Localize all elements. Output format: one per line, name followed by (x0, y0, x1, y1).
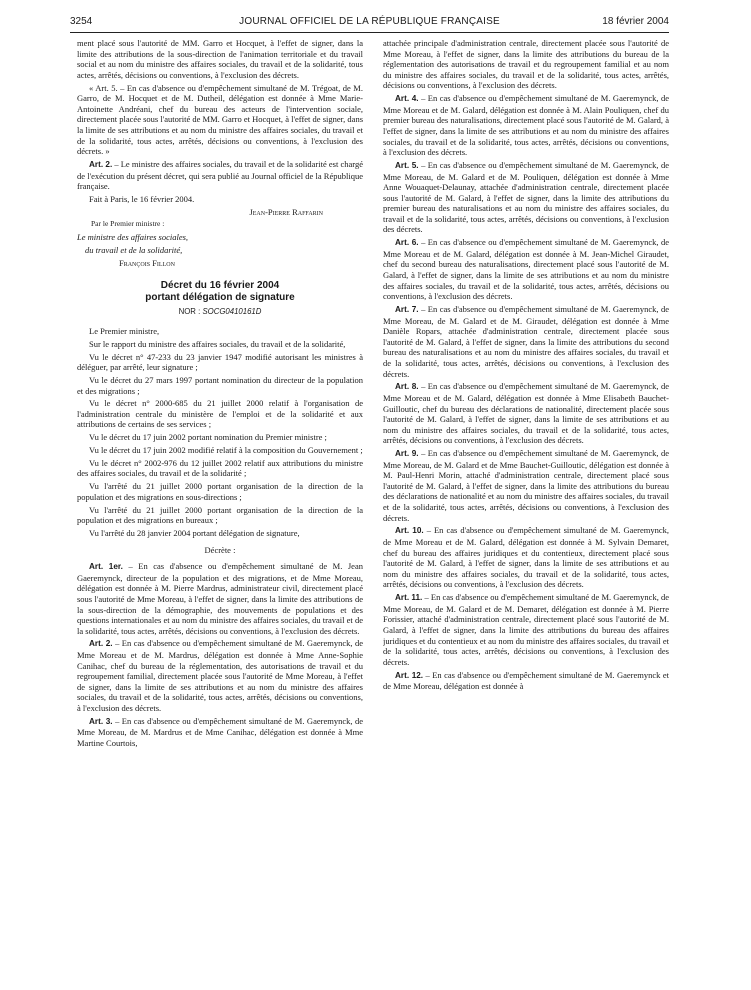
nor-reference: NOR : SOCG0410161D (178, 307, 262, 317)
article-label: Art. 1er. (89, 562, 123, 572)
article-label: Art. 3. (89, 716, 113, 726)
header-rule (70, 32, 669, 33)
article-label: Art. 6. (395, 238, 419, 248)
article-paragraph: Art. 6. – En cas d'absence ou d'empêchement simultané de M. Gaeremynck, de Mme Moreau et de M. Galard, délégation est donnée à M. Jean-Michel Giraudet, chef du second bureau des naturalisations, directement placé sous l'autorité de M. Galard, à l'effet de signer, dans la limite de ses attributions et au nom du ministre des affaires sociales, du travail et de la solidarité, tous actes, arrêtés, décisions ou conventions, à l'exclusion des décrets. (383, 237, 669, 302)
signature-pm: Jean-Pierre Raffarin (249, 206, 323, 217)
article-label: Art. 10. (395, 526, 424, 536)
article-paragraph: Art. 1er. – En cas d'absence ou d'empêchement simultané de M. Jean Gaeremynck, directeur de la population et des migrations, et de Mme Moreau, délégation est donnée à M. Pierre Mardrus, administrateur civil, directement placé sous l'autorité de Mme Moreau, à l'effet de signer, dans la limite des attributions de la sous-direction de la démographie, des mouvements de populations et des questions internationales et au nom du ministre des affaires sociales, du travail et de la solidarité, tous actes, arrêtés, décisions ou conventions, à l'exclusion des décrets. (77, 561, 363, 636)
article-paragraph: Art. 11. – En cas d'absence ou d'empêchement simultané de M. Gaeremynck, de Mme Moreau, de M. Galard et de M. Demaret, délégation est donnée à M. Pierre Forissier, attaché d'administration centrale, directement placé sous l'autorité de M. Galard, à l'effet de signer, dans la limite des attributions du bureau des affaires juridiques et du contentieux et au nom du ministre des affaires sociales, du travail et de la solidarité, tous actes, arrêtés, décisions ou conventions, à l'exclusion des décrets. (383, 592, 669, 667)
article-label: Art. 9. (395, 449, 419, 459)
paragraph: Vu le décret n° 2002-976 du 12 juillet 2002 relatif aux attributions du ministre des affaires sociales, du travail et de la solidarité ; (77, 457, 363, 479)
issue-date: 18 février 2004 (602, 16, 669, 27)
article-paragraph: Art. 5. – En cas d'absence ou d'empêchement simultané de M. Gaeremynck, de Mme Moreau, de M. Galard et de M. Pouliquen, délégation est donnée à Mme Anne Wouaquet-Delaunay, attachée d'administration centrale, directement placée sous l'autorité de M. Galard, à l'effet de signer, dans la limite des attributions du premier bureau des naturalisations et au nom du ministre des affaires sociales, du travail et de la solidarité, tous actes, arrêtés, décisions ou conventions, à l'exclusion des décrets. (383, 159, 669, 235)
article-label: Art. 2. (89, 639, 113, 649)
paragraph: Le Premier ministre, (89, 325, 160, 336)
by-prime-minister: Par le Premier ministre : (91, 219, 165, 229)
article-label: Art. 11. (395, 593, 423, 603)
decree-title: Décret du 16 février 2004 portant délégation de signature (145, 280, 295, 304)
article-paragraph: Art. 8. – En cas d'absence ou d'empêchement simultané de M. Gaeremynck, de Mme Moreau et de M. Galard, délégation est donnée à Mme Elisabeth Bauchet-Guilloutic, chef du bureau des déclarations de nationalité, directement placée sous l'autorité de M. Galard, à l'effet de signer, dans la limite de ses attributions et au nom du ministre des affaires sociales, du travail et de la solidarité, tous actes, arrêtés, décisions ou conventions, à l'exclusion des décrets. (383, 381, 669, 446)
minister-title: du travail et de la solidarité, (85, 245, 183, 255)
minister-title: Le ministre des affaires sociales, (77, 232, 189, 243)
paragraph: Vu le décret du 17 juin 2002 portant nomination du Premier ministre ; (89, 432, 327, 443)
signature-minister: François Fillon (119, 257, 175, 268)
paragraph: Vu l'arrêté du 21 juillet 2000 portant organisation de la direction de la population et des migrations en bureaux ; (77, 504, 363, 526)
decrete-heading: Décrète : (204, 544, 236, 555)
article-2-paragraph: Art. 2. – Le ministre des affaires sociales, du travail et de la solidarité est chargé de l'exécution du présent décret, qui sera publié au Journal officiel de la République française. (77, 158, 363, 192)
page-header (70, 16, 669, 32)
article-paragraph: Art. 9. – En cas d'absence ou d'empêchement simultané de M. Gaeremynck, de Mme Moreau, de M. Galard et de Mme Bauchet-Guilloutic, délégation est donnée à M. Paul-Henri Morin, attaché d'administration centrale, directement placé sous l'autorité de M. Galard, à l'effet de signer, dans la limite des attributions du bureau des déclarations de nationalité et au nom du ministre des affaires sociales, du travail et de la solidarité, tous actes, arrêtés, décisions ou conventions, à l'exclusion des décrets. (383, 448, 669, 523)
article-paragraph: Art. 4. – En cas d'absence ou d'empêchement simultané de M. Gaeremynck, de Mme Moreau et de M. Galard, délégation est donnée à M. Alain Pouliquen, chef du premier bureau des naturalisations, directement placé sous l'autorité de M. Galard, à l'effet de signer, dans la limite de ses attributions et au nom du ministre des affaires sociales, du travail et de la solidarité, tous actes, arrêtés, décisions ou conventions, à l'exclusion des décrets. (383, 93, 669, 158)
article-label: Art. 5. (395, 160, 419, 170)
journal-title: JOURNAL OFFICIEL DE LA RÉPUBLIQUE FRANÇAISE (239, 16, 500, 27)
paragraph: ment placé sous l'autorité de MM. Garro et Hocquet, à l'effet de signer, dans la limite des attributions de la sous-direction de l'animation territoriale et du travail social et au nom du ministre des affaires sociales, du travail et de la solidarité, tous actes, arrêtés, décisions ou conventions, à l'exclusion des décrets. (77, 38, 363, 80)
page-number: 3254 (70, 16, 93, 27)
article-paragraph: Art. 12. – En cas d'absence ou d'empêchement simultané de M. Gaeremynck et de Mme Moreau, délégation est donnée à (383, 669, 669, 692)
paragraph: attachée principale d'administration centrale, directement placée sous l'autorité de Mme Moreau, à l'effet de signer, dans la limite des attributions du bureau de la réglementation des autorisations de travail et du regroupement familial et au nom du ministre des affaires sociales, du travail et de la solidarité, tous actes, arrêtés, décisions ou conventions, à l'exclusion des décrets. (383, 38, 669, 91)
paragraph: Vu le décret n° 2000-685 du 21 juillet 2000 relatif à l'organisation de l'administration centrale du ministère de l'emploi et de la solidarité et aux attributions de certains de ses services ; (77, 398, 363, 430)
article-paragraph: Art. 3. – En cas d'absence ou d'empêchement simultané de M. Gaeremynck, de Mme Moreau, de M. Mardrus et de Mme Canihac, délégation est donnée à Mme Martine Courtois, (77, 715, 363, 748)
article-label: Art. 4. (395, 94, 419, 104)
article-label: Art. 7. (395, 305, 419, 314)
paragraph: Vu le décret n° 47-233 du 23 janvier 1947 modifié autorisant les ministres à déléguer, par arrêté, leur signature ; (77, 351, 363, 373)
article-label: Art. 8. (395, 382, 419, 392)
article-paragraph: Art. 10. – En cas d'absence ou d'empêchement simultané de M. Gaeremynck, de Mme Moreau et de M. Galard, délégation est donnée à M. Sylvain Demaret, chef du bureau des affaires juridiques et du contentieux, directement placé sous l'autorité de M. Galard, à l'effet de signer, dans la limite de ses attributions et au nom du ministre des affaires sociales, du travail et de la solidarité, tous actes, arrêtés, décisions ou conventions, à l'exclusion des décrets. (383, 525, 669, 590)
paragraph: Vu le décret du 17 juin 2002 modifié relatif à la composition du Gouvernement ; (89, 445, 363, 456)
done-at: Fait à Paris, le 16 février 2004. (89, 193, 195, 204)
article-paragraph: Art. 2. – En cas d'absence ou d'empêchement simultané de M. Gaeremynck, de Mme Moreau et de M. Mardrus, délégation est donnée à Mme Anne-Sophie Canihac, chef du bureau de la réglementation, des autorisations de travail et du regroupement familial, directement placée sous l'autorité de Mme Moreau, à l'effet de signer, dans la limite de ses attributions et au nom du ministre des affaires sociales, du travail et de la solidarité, tous actes, arrêtés, décisions ou conventions, à l'exclusion des décrets. (77, 638, 363, 714)
article-label: Art. 2. (89, 159, 113, 169)
paragraph: « Art. 5. – En cas d'absence ou d'empêchement simultané de M. Trégoat, de M. Garro, de M. Hocquet et de M. Dutheil, délégation est donnée à Mme Marie-Antoinette Andréani, chef du bureau des acteurs de l'intervention sociale, directement placée sous l'autorité de MM. Garro et Hocquet, à l'effet de signer, dans la limite de ses attributions et au nom du ministre des affaires sociales, du travail et de la solidarité, tous actes, arrêtés, décisions ou conventions, à l'exclusion des décrets. » (77, 82, 363, 157)
paragraph: Sur le rapport du ministre des affaires sociales, du travail et de la solidarité, (89, 338, 346, 349)
article-paragraph: Art. 7. – En cas d'absence ou d'empêchement simultané de M. Gaeremynck, de Mme Moreau, de M. Galard et de M. Giraudet, délégation est donnée à Mme Danièle Ropars, attachée d'administration centrale, directement placée sous l'autorité de M. Galard, à l'effet de signer, dans la limite des attributions du second bureau des naturalisations et au nom du ministre des affaires sociales, du travail et de la solidarité, tous actes, arrêtés, décisions ou conventions, à l'exclusion des décrets. (383, 304, 669, 379)
paragraph: Vu le décret du 27 mars 1997 portant nomination du directeur de la population et des migrations ; (77, 374, 363, 396)
paragraph: Vu l'arrêté du 28 janvier 2004 portant délégation de signature, (89, 527, 300, 538)
left-column (77, 38, 363, 978)
right-column (383, 38, 669, 978)
article-label: Art. 12. (395, 670, 424, 680)
paragraph: Vu l'arrêté du 21 juillet 2000 portant organisation de la direction de la population et des migrations en sous-directions ; (77, 481, 363, 502)
